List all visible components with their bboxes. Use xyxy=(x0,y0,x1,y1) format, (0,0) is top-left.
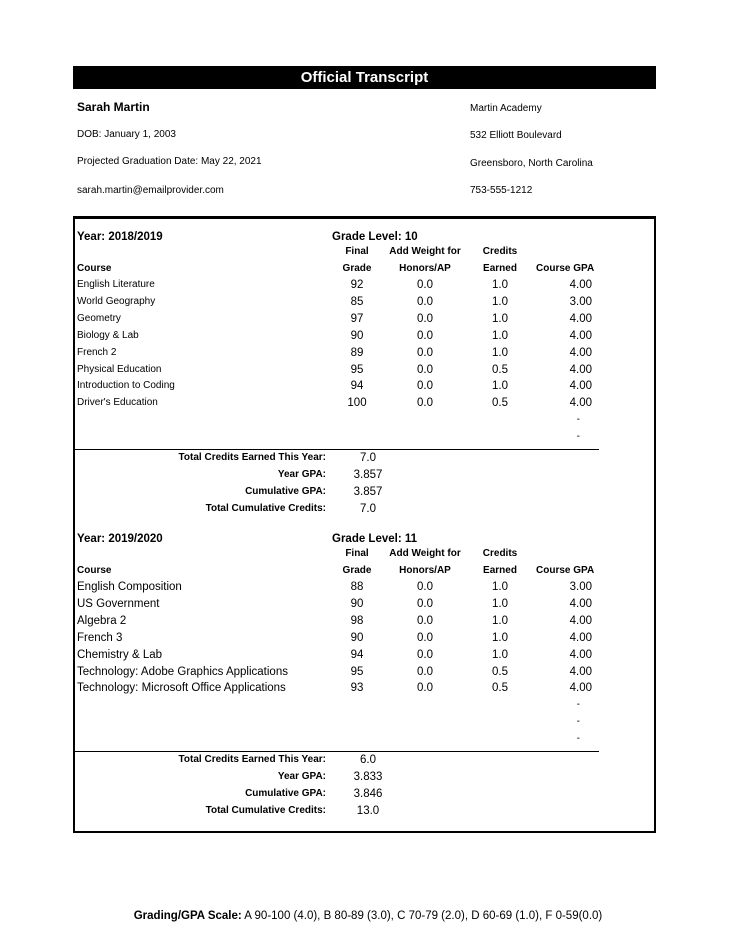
course-credits: 1.0 xyxy=(492,597,508,610)
course-gpa: 4.00 xyxy=(569,631,592,644)
course-gpa-blank: - xyxy=(576,699,580,711)
course-weight: 0.0 xyxy=(417,614,433,627)
col-credits-header: Credits xyxy=(482,246,518,257)
school-name: Martin Academy xyxy=(470,103,542,114)
course-final-grade: 90 xyxy=(350,597,364,610)
transcript-box xyxy=(73,216,656,833)
summary-label: Cumulative GPA: xyxy=(245,788,326,799)
course-name: Technology: Microsoft Office Applications xyxy=(77,682,286,695)
student-dob: DOB: January 1, 2003 xyxy=(77,129,176,140)
course-final-grade: 85 xyxy=(350,295,364,308)
summary-value: 3.833 xyxy=(353,771,383,783)
course-weight: 0.0 xyxy=(417,682,433,695)
summary-value: 7.0 xyxy=(360,503,376,515)
course-gpa-blank: - xyxy=(576,716,580,728)
col-grade-header: Grade xyxy=(342,263,372,274)
course-name: World Geography xyxy=(77,295,156,307)
grading-scale-text: A 90-100 (4.0), B 80-89 (3.0), C 70-79 (2.0), D 60-69 (1.0), F 0-59(0.0) xyxy=(244,910,603,922)
col-honors-header: Honors/AP xyxy=(399,565,451,576)
col-credits-header: Credits xyxy=(482,548,518,559)
course-gpa: 4.00 xyxy=(569,665,592,678)
course-name: French 2 xyxy=(77,346,117,358)
course-final-grade: 90 xyxy=(350,631,364,644)
summary-value: 6.0 xyxy=(360,754,376,766)
course-credits: 1.0 xyxy=(492,295,508,308)
student-email: sarah.martin@emailprovider.com xyxy=(77,185,224,196)
course-name: Algebra 2 xyxy=(77,614,127,627)
course-name: English Literature xyxy=(77,279,155,290)
course-final-grade: 94 xyxy=(350,380,364,393)
course-gpa: 4.00 xyxy=(569,648,592,661)
course-final-grade: 93 xyxy=(350,682,364,695)
year-label: Year: 2019/2020 xyxy=(77,533,163,545)
course-weight: 0.0 xyxy=(417,346,433,359)
course-gpa: 4.00 xyxy=(569,597,592,610)
course-weight: 0.0 xyxy=(417,597,433,610)
school-city: Greensboro, North Carolina xyxy=(470,158,593,169)
course-credits: 1.0 xyxy=(492,581,508,593)
student-name: Sarah Martin xyxy=(77,100,150,114)
course-credits: 1.0 xyxy=(492,329,508,342)
course-weight: 0.0 xyxy=(417,363,433,376)
course-final-grade: 100 xyxy=(347,397,367,410)
course-final-grade: 98 xyxy=(350,614,364,627)
year-label: Year: 2018/2019 xyxy=(77,231,163,243)
course-gpa: 4.00 xyxy=(569,312,592,325)
summary-label: Total Cumulative Credits: xyxy=(205,503,326,514)
summary-label: Total Credits Earned This Year: xyxy=(178,754,326,765)
course-final-grade: 95 xyxy=(350,363,364,376)
col-weight-header: Add Weight for xyxy=(389,548,461,559)
course-credits: 1.0 xyxy=(492,380,508,393)
course-final-grade: 90 xyxy=(350,329,364,342)
summary-label: Year GPA: xyxy=(277,469,326,480)
transcript-title: Official Transcript xyxy=(73,66,656,89)
course-weight: 0.0 xyxy=(417,665,433,678)
col-final-header: Final xyxy=(345,548,369,559)
grading-scale-label: Grading/GPA Scale: xyxy=(133,910,242,922)
course-gpa: 4.00 xyxy=(569,346,592,359)
course-name: Geometry xyxy=(77,312,121,324)
course-name: Technology: Adobe Graphics Applications xyxy=(77,665,288,678)
course-final-grade: 88 xyxy=(350,581,364,593)
col-earned-header: Earned xyxy=(483,565,517,576)
course-credits: 1.0 xyxy=(492,346,508,359)
course-credits: 1.0 xyxy=(492,312,508,325)
course-weight: 0.0 xyxy=(417,312,433,325)
summary-label: Total Credits Earned This Year: xyxy=(178,452,326,463)
summary-value: 13.0 xyxy=(356,805,380,817)
course-final-grade: 95 xyxy=(350,665,364,678)
grade-level: Grade Level: 11 xyxy=(332,533,418,545)
course-credits: 1.0 xyxy=(492,614,508,627)
col-final-header: Final xyxy=(345,246,369,257)
course-weight: 0.0 xyxy=(417,380,433,393)
col-weight-header: Add Weight for xyxy=(389,246,461,257)
summary-value: 3.846 xyxy=(353,788,383,800)
course-gpa-blank: - xyxy=(576,414,580,426)
col-earned-header: Earned xyxy=(483,263,517,274)
student-graduation: Projected Graduation Date: May 22, 2021 xyxy=(77,156,262,167)
course-gpa: 4.00 xyxy=(569,380,592,393)
course-final-grade: 92 xyxy=(350,279,364,291)
course-weight: 0.0 xyxy=(417,329,433,342)
course-weight: 0.0 xyxy=(417,295,433,308)
course-weight: 0.0 xyxy=(417,397,433,410)
course-credits: 1.0 xyxy=(492,648,508,661)
course-credits: 1.0 xyxy=(492,279,508,291)
col-grade-header: Grade xyxy=(342,565,372,576)
summary-divider xyxy=(73,449,599,450)
course-credits: 0.5 xyxy=(492,682,508,695)
course-gpa: 4.00 xyxy=(569,329,592,342)
course-gpa: 4.00 xyxy=(569,279,592,291)
school-phone: 753-555-1212 xyxy=(470,185,533,196)
course-gpa: 4.00 xyxy=(569,682,592,695)
course-gpa: 4.00 xyxy=(569,397,592,410)
course-gpa: 3.00 xyxy=(569,295,592,308)
grade-level: Grade Level: 10 xyxy=(332,231,418,243)
col-honors-header: Honors/AP xyxy=(399,263,451,274)
summary-value: 7.0 xyxy=(360,452,376,464)
summary-divider xyxy=(73,751,599,752)
course-weight: 0.0 xyxy=(417,279,433,291)
summary-value: 3.857 xyxy=(353,469,383,481)
course-gpa-blank: - xyxy=(576,431,580,443)
course-name: US Government xyxy=(77,597,160,610)
summary-value: 3.857 xyxy=(353,486,383,498)
course-credits: 0.5 xyxy=(492,363,508,376)
course-final-grade: 97 xyxy=(350,312,364,325)
col-course-gpa-header: Course GPA xyxy=(536,263,595,274)
course-name: English Composition xyxy=(77,581,182,593)
col-course-gpa-header: Course GPA xyxy=(536,565,595,576)
course-weight: 0.0 xyxy=(417,581,433,593)
course-gpa: 4.00 xyxy=(569,363,592,376)
course-credits: 0.5 xyxy=(492,665,508,678)
course-gpa-blank: - xyxy=(576,733,580,745)
school-address: 532 Elliott Boulevard xyxy=(470,130,562,141)
course-name: Physical Education xyxy=(77,363,162,375)
course-final-grade: 89 xyxy=(350,346,364,359)
course-weight: 0.0 xyxy=(417,648,433,661)
col-course-header: Course xyxy=(77,263,112,274)
course-name: French 3 xyxy=(77,631,123,644)
course-credits: 0.5 xyxy=(492,397,508,410)
course-name: Biology & Lab xyxy=(77,329,139,341)
summary-label: Year GPA: xyxy=(277,771,326,782)
summary-label: Cumulative GPA: xyxy=(245,486,326,497)
course-credits: 1.0 xyxy=(492,631,508,644)
course-weight: 0.0 xyxy=(417,631,433,644)
course-final-grade: 94 xyxy=(350,648,364,661)
course-gpa: 4.00 xyxy=(569,614,592,627)
col-course-header: Course xyxy=(77,565,112,576)
course-gpa: 3.00 xyxy=(569,581,592,593)
grading-scale xyxy=(0,910,736,922)
summary-label: Total Cumulative Credits: xyxy=(205,805,326,816)
course-name: Driver's Education xyxy=(77,397,158,409)
course-name: Chemistry & Lab xyxy=(77,648,163,661)
course-name: Introduction to Coding xyxy=(77,380,175,392)
